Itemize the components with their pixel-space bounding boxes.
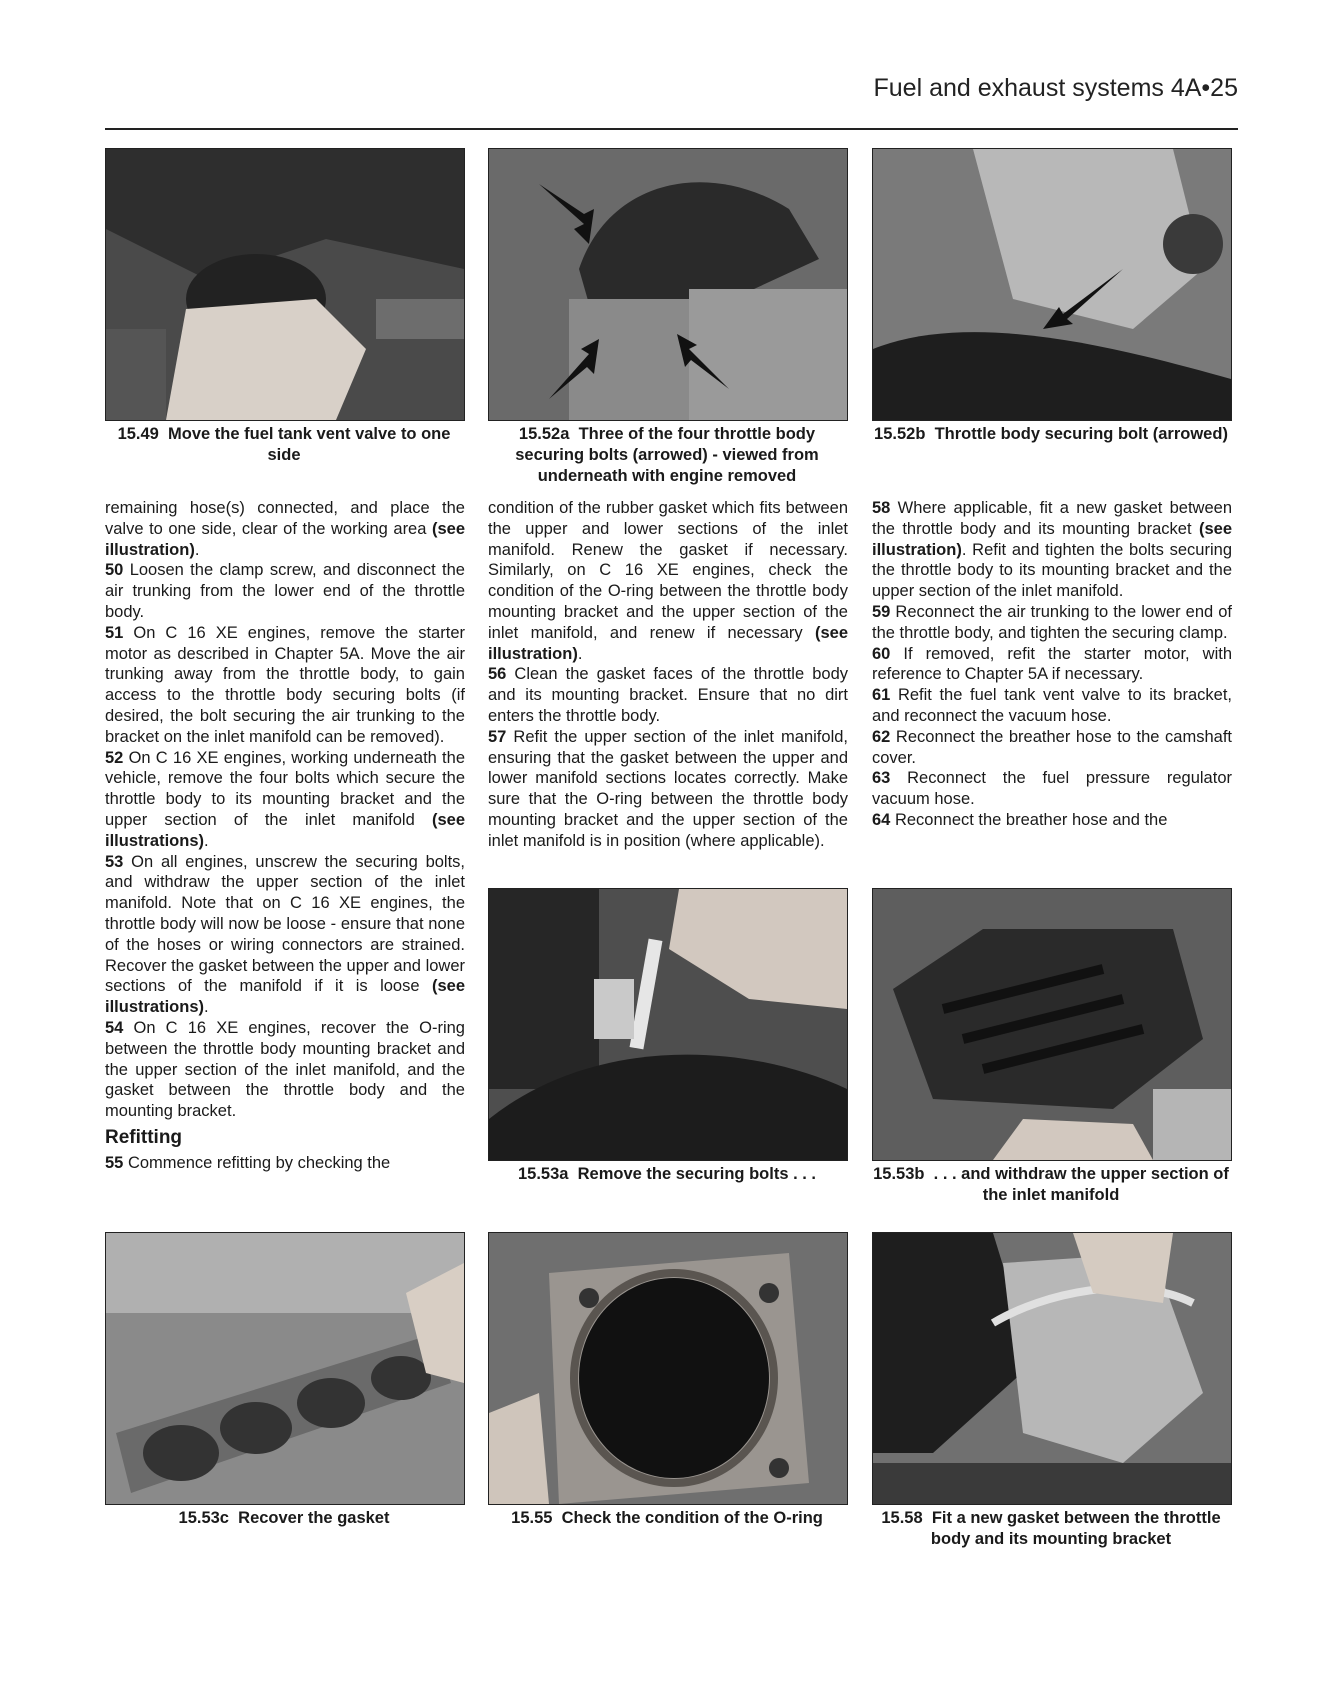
- caption-15-53b: 15.53b . . . and withdraw the upper section of the inlet manifold: [873, 1165, 1229, 1204]
- paragraph-64: 64 Reconnect the breather hose and the: [872, 810, 1168, 829]
- paragraph-62: 62 Reconnect the breather hose to the camshaft cover.: [872, 727, 1232, 767]
- paragraph-52: 52 On C 16 XE engines, working underneath the vehicle, remove the four bolts which secure the throttle body to its mounting bracket and the upper section of the inlet manifold (see illustrations).: [105, 748, 465, 850]
- caption-15-58: 15.58 Fit a new gasket between the throttle body and its mounting bracket: [881, 1509, 1221, 1548]
- paragraph-56: 56 Clean the gasket faces of the throttle body and its mounting bracket. Ensure that no dirt enters the throttle body.: [488, 665, 848, 725]
- text-column-3: [872, 498, 1232, 831]
- paragraph-51: 51 On C 16 XE engines, remove the starter motor as described in Chapter 5A. Move the air trunking away from the throttle body, to gain access to the throttle body securing bolts (if desired, the bolt securing the air trunking to the bracket on the inlet manifold can be removed).: [105, 623, 465, 746]
- paragraph-59: 59 Reconnect the air trunking to the lower end of the throttle body, and tighten the securing clamp.: [872, 602, 1232, 642]
- photo-o-ring: [488, 1232, 848, 1505]
- paragraph-49-cont: remaining hose(s) connected, and place the valve to one side, clear of the working area (see illustration).: [105, 499, 465, 559]
- caption-15-52a: 15.52a Three of the four throttle body securing bolts (arrowed) - viewed from underneath with engine removed: [515, 425, 819, 485]
- text-column-1: [105, 498, 465, 1174]
- caption-15-53c: 15.53c Recover the gasket: [178, 1509, 390, 1527]
- paragraph-58: 58 Where applicable, fit a new gasket between the throttle body and its mounting bracket (see illustration). Refit and tighten the bolts securing the throttle body to its mounting bracket and the upper section of the inlet manifold.: [872, 499, 1232, 601]
- paragraph-55: 55 Commence refitting by checking the: [105, 1153, 391, 1172]
- paragraph-57: 57 Refit the upper section of the inlet manifold, ensuring that the gasket between the upper and lower manifold sections locates correctly. Make sure that the O-ring between the throttle body mounting bracket and the upper section of the inlet manifold is in position (where applicable).: [488, 727, 848, 850]
- paragraph-50: 50 Loosen the clamp screw, and disconnect the air trunking from the lower end of the throttle body.: [105, 561, 465, 621]
- photo-recover-gasket: [105, 1232, 465, 1505]
- text-column-2: [488, 498, 848, 852]
- paragraph-53: 53 On all engines, unscrew the securing bolts, and withdraw the upper section of the inlet manifold. Note that on C 16 XE engines, the throttle body will now be loose - ensure that none of the hoses or wiring connectors are strained. Recover the gasket between the upper and lower sections of the manifold if it is loose (see illustrations).: [105, 852, 465, 1017]
- paragraph-55-cont: condition of the rubber gasket which fits between the upper and lower sections of the inlet manifold. Renew the gasket if necessary. Similarly, on C 16 XE engines, check the condition of the O-ring between the throttle body mounting bracket and the upper section of the inlet manifold, and renew if necessary (see illustration).: [488, 499, 848, 663]
- photo-throttle-body-securing-bolt: [872, 148, 1232, 421]
- paragraph-63: 63 Reconnect the fuel pressure regulator vacuum hose.: [872, 769, 1232, 809]
- paragraph-61: 61 Refit the fuel tank vent valve to its bracket, and reconnect the vacuum hose.: [872, 686, 1232, 725]
- page-header: Fuel and exhaust systems 4A•25: [873, 74, 1238, 102]
- caption-15-53a: 15.53a Remove the securing bolts . . .: [517, 1165, 817, 1183]
- paragraph-60: 60 If removed, refit the starter motor, with reference to Chapter 5A if necessary.: [872, 644, 1232, 684]
- caption-15-55: 15.55 Check the condition of the O-ring: [511, 1509, 823, 1527]
- photo-upper-inlet-manifold: [872, 888, 1232, 1161]
- photo-new-gasket: [872, 1232, 1232, 1505]
- photo-throttle-body-bolts: [488, 148, 848, 421]
- header-rule: [105, 128, 1238, 130]
- caption-15-49: 15.49 Move the fuel tank vent valve to one side: [117, 425, 451, 464]
- photo-remove-securing-bolts: [488, 888, 848, 1161]
- caption-15-52b: 15.52b Throttle body securing bolt (arrowed): [874, 425, 1228, 443]
- paragraph-54: 54 On C 16 XE engines, recover the O-ring between the throttle body mounting bracket and the upper section of the inlet manifold, and the gasket between the throttle body and the mounting bracket.: [105, 1018, 465, 1121]
- photo-fuel-tank-vent-valve: [105, 148, 465, 421]
- section-heading-refitting: Refitting: [105, 1126, 183, 1148]
